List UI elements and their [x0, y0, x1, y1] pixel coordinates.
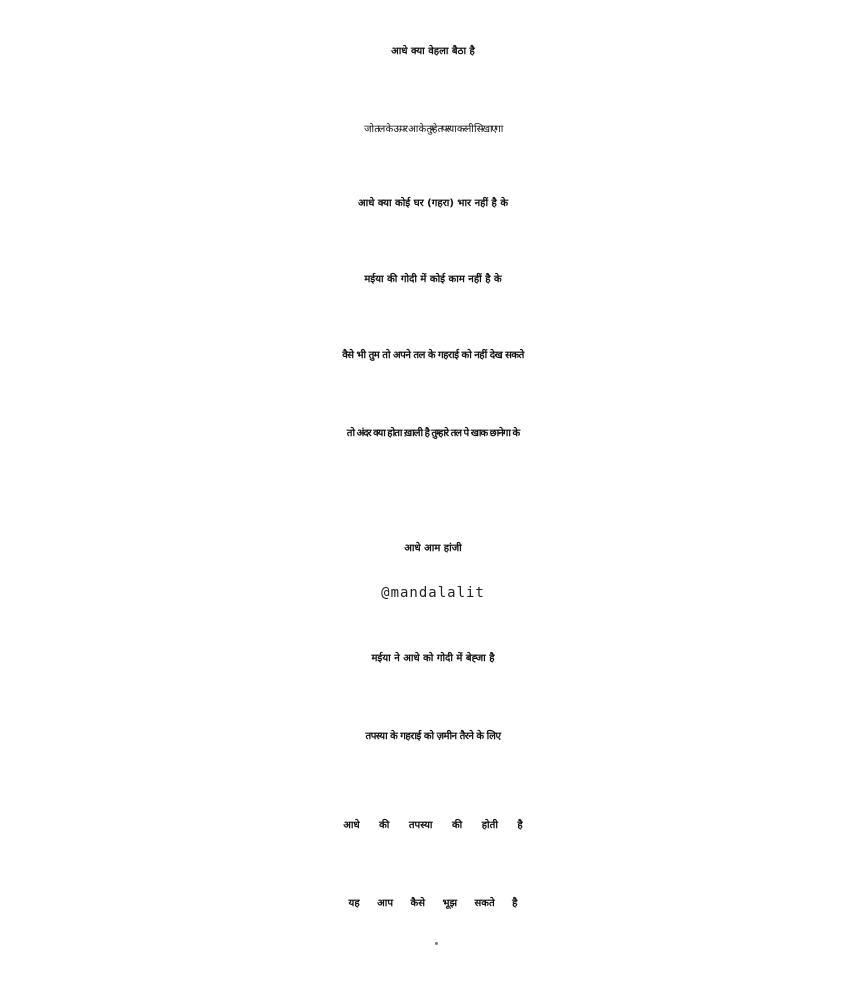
- poem-line-9: तपस्या के गहराई को ज़मीन तैरने के लिए: [365, 731, 501, 742]
- poem-line-6: तो अंदर क्या होता ख़ाली है तुम्हारे तल पे खाक छानेगा के: [346, 428, 520, 439]
- poem-line-11: यह आप कैसे भूझ सकते है: [348, 898, 518, 909]
- poem-line-4: मईया की गोदी में कोई काम नहीं है के: [364, 274, 502, 285]
- poem-line-1: आधे क्या वेहला बैठा है: [391, 46, 475, 57]
- stray-dot: [435, 942, 438, 945]
- poem-line-10: आधे की तपस्या की होती है: [343, 820, 523, 831]
- poem-line-2: जो तल के ऊपर आ के तुम्हे तपस्या करनी सिखाएगा: [364, 124, 502, 135]
- poem-line-3: आधे क्या कोई घर (गहरा) भार नहीं है के: [357, 198, 509, 209]
- poem-line-5: वैसे भी तुम तो अपने तल के गहराई को नहीं देख सकते: [342, 350, 524, 361]
- poem-line-8: मईया ने आधे को गोदी में बेह्जा है: [371, 653, 495, 664]
- poem-line-7: आधे आम हांजी: [404, 543, 462, 554]
- author-handle: @mandalalit: [381, 585, 485, 601]
